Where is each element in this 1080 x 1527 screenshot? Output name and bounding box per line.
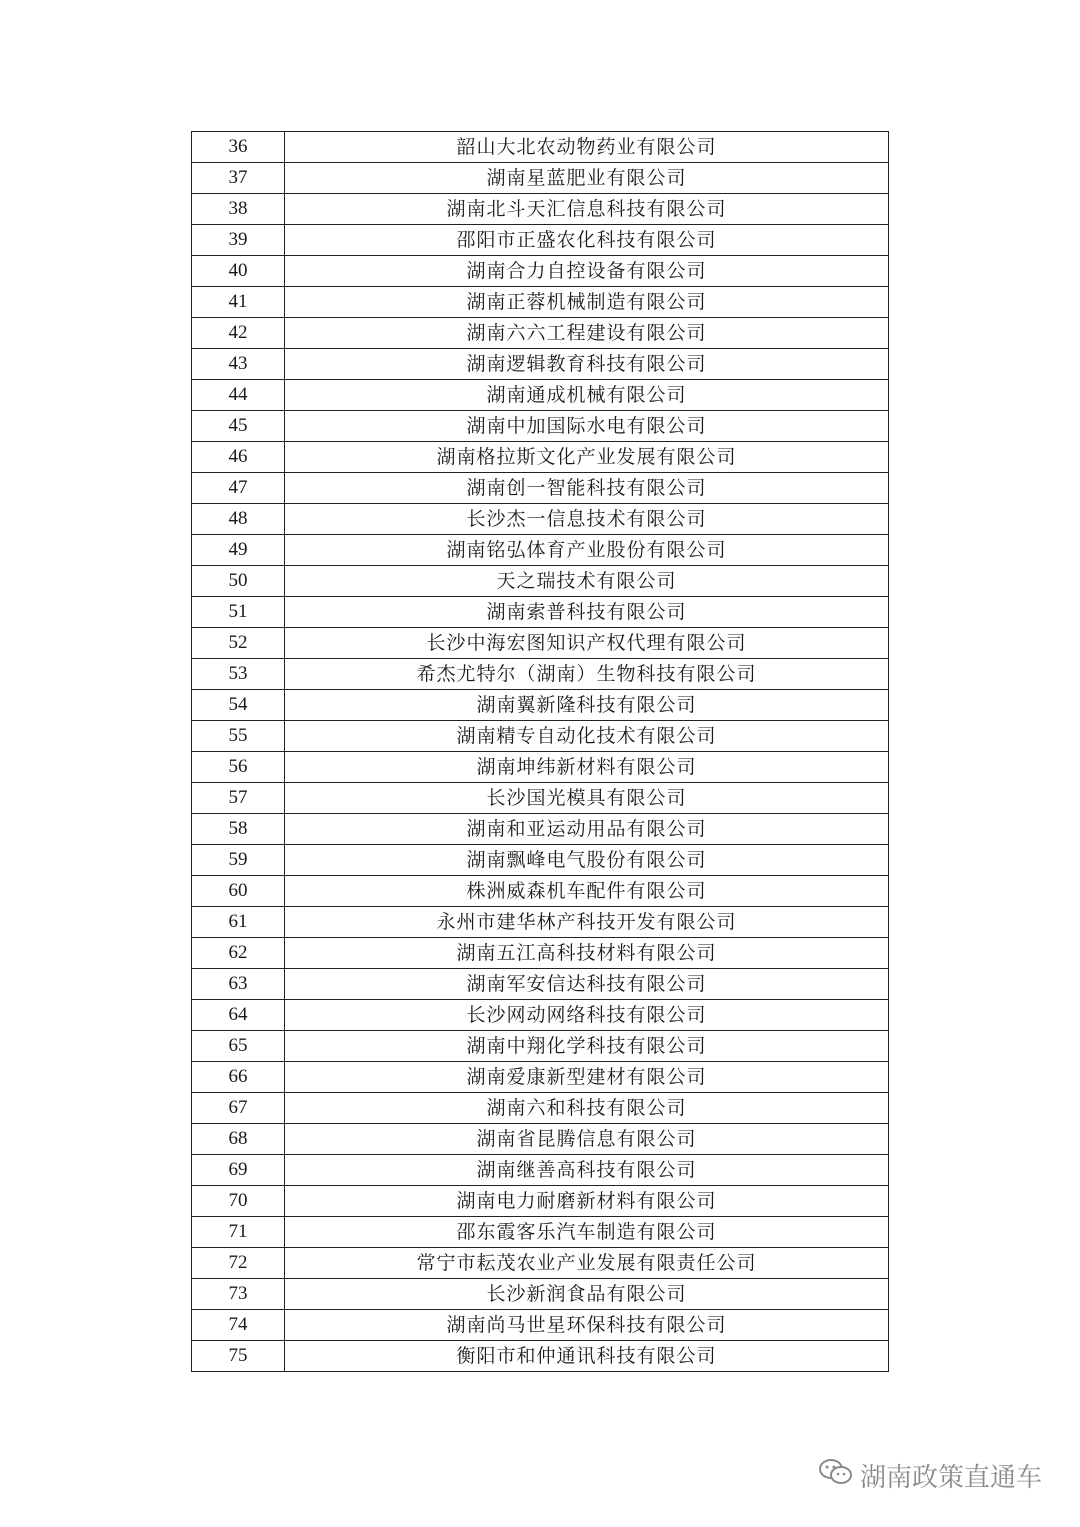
company-name: 湖南逻辑教育科技有限公司 xyxy=(285,349,889,380)
watermark-text: 湖南政策直通车 xyxy=(859,1463,1042,1493)
row-number: 61 xyxy=(192,907,285,938)
row-number: 48 xyxy=(192,504,285,535)
company-name: 长沙中海宏图知识产权代理有限公司 xyxy=(285,628,889,659)
row-number: 73 xyxy=(192,1279,285,1310)
table-row xyxy=(192,1031,889,1062)
company-name: 常宁市耘茂农业产业发展有限责任公司 xyxy=(285,1248,889,1279)
table-row xyxy=(192,132,889,163)
company-name: 湖南翼新隆科技有限公司 xyxy=(285,690,889,721)
row-number: 53 xyxy=(192,659,285,690)
row-number: 62 xyxy=(192,938,285,969)
row-number: 49 xyxy=(192,535,285,566)
table-row xyxy=(192,194,889,225)
row-number: 71 xyxy=(192,1217,285,1248)
company-name: 长沙新润食品有限公司 xyxy=(285,1279,889,1310)
table-row xyxy=(192,1000,889,1031)
company-name: 湖南电力耐磨新材料有限公司 xyxy=(285,1186,889,1217)
row-number: 72 xyxy=(192,1248,285,1279)
company-name: 长沙网动网络科技有限公司 xyxy=(285,1000,889,1031)
table-row xyxy=(192,876,889,907)
table-row xyxy=(192,814,889,845)
table-row xyxy=(192,721,889,752)
table-row xyxy=(192,1062,889,1093)
row-number: 39 xyxy=(192,225,285,256)
company-name: 湖南正蓉机械制造有限公司 xyxy=(285,287,889,318)
table-row xyxy=(192,1124,889,1155)
row-number: 57 xyxy=(192,783,285,814)
table-row xyxy=(192,566,889,597)
company-name: 湖南六和科技有限公司 xyxy=(285,1093,889,1124)
company-name: 衡阳市和仲通讯科技有限公司 xyxy=(285,1341,889,1372)
company-name: 湖南通成机械有限公司 xyxy=(285,380,889,411)
table-row xyxy=(192,380,889,411)
row-number: 74 xyxy=(192,1310,285,1341)
table-row xyxy=(192,1217,889,1248)
table-row xyxy=(192,442,889,473)
company-name: 湖南坤纬新材料有限公司 xyxy=(285,752,889,783)
row-number: 47 xyxy=(192,473,285,504)
row-number: 65 xyxy=(192,1031,285,1062)
company-name: 湖南六六工程建设有限公司 xyxy=(285,318,889,349)
row-number: 42 xyxy=(192,318,285,349)
company-name: 湖南五江高科技材料有限公司 xyxy=(285,938,889,969)
row-number: 58 xyxy=(192,814,285,845)
table-row xyxy=(192,411,889,442)
table-row xyxy=(192,1248,889,1279)
company-name: 湖南中加国际水电有限公司 xyxy=(285,411,889,442)
row-number: 36 xyxy=(192,132,285,163)
company-name: 湖南铭弘体育产业股份有限公司 xyxy=(285,535,889,566)
table-row xyxy=(192,1186,889,1217)
table-row xyxy=(192,752,889,783)
row-number: 75 xyxy=(192,1341,285,1372)
table-row xyxy=(192,938,889,969)
company-name: 湖南尚马世星环保科技有限公司 xyxy=(285,1310,889,1341)
company-name: 邵东霞客乐汽车制造有限公司 xyxy=(285,1217,889,1248)
row-number: 46 xyxy=(192,442,285,473)
company-name: 湖南格拉斯文化产业发展有限公司 xyxy=(285,442,889,473)
row-number: 59 xyxy=(192,845,285,876)
company-name: 湖南军安信达科技有限公司 xyxy=(285,969,889,1000)
company-name: 湖南中翔化学科技有限公司 xyxy=(285,1031,889,1062)
company-name: 希杰尤特尔（湖南）生物科技有限公司 xyxy=(285,659,889,690)
row-number: 56 xyxy=(192,752,285,783)
row-number: 37 xyxy=(192,163,285,194)
company-name: 长沙国光模具有限公司 xyxy=(285,783,889,814)
table-row xyxy=(192,535,889,566)
table-row xyxy=(192,1093,889,1124)
row-number: 69 xyxy=(192,1155,285,1186)
row-number: 50 xyxy=(192,566,285,597)
company-name: 湖南索普科技有限公司 xyxy=(285,597,889,628)
table-row xyxy=(192,659,889,690)
company-name: 湖南创一智能科技有限公司 xyxy=(285,473,889,504)
company-name: 湖南和亚运动用品有限公司 xyxy=(285,814,889,845)
table-row xyxy=(192,1341,889,1372)
table-row xyxy=(192,969,889,1000)
watermark xyxy=(818,1457,1042,1494)
company-name: 湖南北斗天汇信息科技有限公司 xyxy=(285,194,889,225)
table-row xyxy=(192,597,889,628)
wechat-icon xyxy=(818,1457,854,1494)
company-name: 永州市建华林产科技开发有限公司 xyxy=(285,907,889,938)
table-row xyxy=(192,287,889,318)
table-row xyxy=(192,907,889,938)
table-row xyxy=(192,1310,889,1341)
table-row xyxy=(192,628,889,659)
row-number: 55 xyxy=(192,721,285,752)
table-row xyxy=(192,163,889,194)
table-row xyxy=(192,256,889,287)
row-number: 51 xyxy=(192,597,285,628)
row-number: 66 xyxy=(192,1062,285,1093)
table-row xyxy=(192,1279,889,1310)
table-body xyxy=(192,132,889,1372)
company-name: 湖南合力自控设备有限公司 xyxy=(285,256,889,287)
row-number: 41 xyxy=(192,287,285,318)
row-number: 63 xyxy=(192,969,285,1000)
row-number: 40 xyxy=(192,256,285,287)
row-number: 54 xyxy=(192,690,285,721)
company-name: 湖南省昆腾信息有限公司 xyxy=(285,1124,889,1155)
company-name: 湖南星蓝肥业有限公司 xyxy=(285,163,889,194)
company-name: 湖南继善高科技有限公司 xyxy=(285,1155,889,1186)
company-name: 韶山大北农动物药业有限公司 xyxy=(285,132,889,163)
table-row xyxy=(192,690,889,721)
company-name: 湖南飘峰电气股份有限公司 xyxy=(285,845,889,876)
row-number: 45 xyxy=(192,411,285,442)
row-number: 67 xyxy=(192,1093,285,1124)
table-row xyxy=(192,783,889,814)
table-row xyxy=(192,1155,889,1186)
company-name: 湖南爱康新型建材有限公司 xyxy=(285,1062,889,1093)
company-name: 邵阳市正盛农化科技有限公司 xyxy=(285,225,889,256)
row-number: 52 xyxy=(192,628,285,659)
table-row xyxy=(192,225,889,256)
row-number: 60 xyxy=(192,876,285,907)
row-number: 68 xyxy=(192,1124,285,1155)
row-number: 38 xyxy=(192,194,285,225)
row-number: 70 xyxy=(192,1186,285,1217)
table-row xyxy=(192,845,889,876)
table-row xyxy=(192,349,889,380)
company-name: 长沙杰一信息技术有限公司 xyxy=(285,504,889,535)
company-list-table-wrap xyxy=(191,131,889,1372)
table-row xyxy=(192,504,889,535)
company-list-table xyxy=(191,131,889,1372)
row-number: 44 xyxy=(192,380,285,411)
table-row xyxy=(192,473,889,504)
company-name: 湖南精专自动化技术有限公司 xyxy=(285,721,889,752)
company-name: 株洲威森机车配件有限公司 xyxy=(285,876,889,907)
table-row xyxy=(192,318,889,349)
row-number: 43 xyxy=(192,349,285,380)
row-number: 64 xyxy=(192,1000,285,1031)
company-name: 天之瑞技术有限公司 xyxy=(285,566,889,597)
